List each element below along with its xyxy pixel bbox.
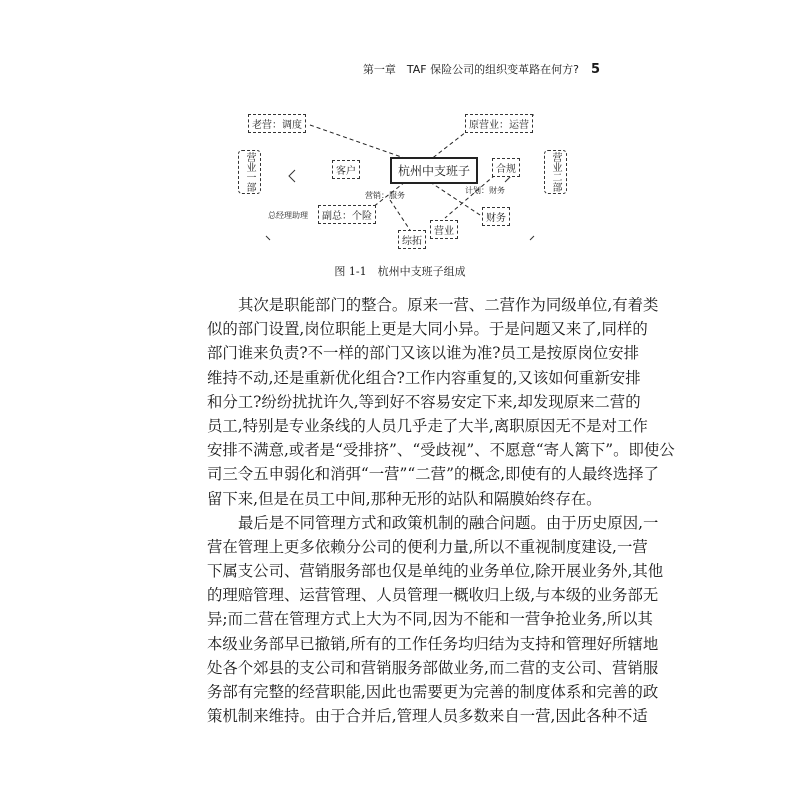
- text-line: 下属支公司、营销服务部也仅是单纯的业务单位,除开展业务外,其他: [207, 562, 664, 581]
- text-line: 安排不满意,或者是“受排挤”、“受歧视”、不愿意“寄人篱下”。即使公: [207, 441, 675, 460]
- node-bottom-right: 财务: [482, 207, 510, 226]
- org-diagram: [230, 100, 570, 260]
- edge-label-right: 计划：财务: [465, 186, 505, 195]
- node-top-right: 原营业：运营: [465, 114, 533, 133]
- text-line: 其次是职能部门的整合。原来一营、二营作为同级单位,有着类: [238, 296, 659, 314]
- paragraph: [207, 293, 675, 511]
- text-line: 的理赔管理、运营管理、人员管理一概收归上级,与本级的业务部无: [207, 586, 659, 605]
- text-line: 营在管理上更多依赖分公司的便利力量,所以不重视制度建设,一营: [207, 537, 648, 556]
- chapter-title: 第一章 TAF 保险公司的组织变革路在何方?: [362, 63, 579, 76]
- node-top-left: 老营：调度: [248, 114, 306, 133]
- figure-caption: 图 1-1 杭州中支班子组成: [334, 265, 466, 278]
- text-line: 策机制来维持。由于合并后,管理人员多数来自一营,因此各种不适: [207, 707, 648, 726]
- node-bottom-center: 综拓: [398, 230, 426, 249]
- text-line: 维持不动,还是重新优化组合?工作内容重复的,又该如何重新安排: [207, 368, 641, 387]
- node-right: 合规: [492, 158, 520, 177]
- node-right-vertical: 营业二部: [544, 150, 567, 194]
- node-bottom-left: 副总：个险: [318, 205, 376, 224]
- text-line: 异;而二营在管理方式上大为不同,因为不能和一营争抢业务,所以其: [207, 610, 653, 629]
- running-header: [360, 61, 600, 77]
- node-left-vertical: 营业一部: [238, 150, 261, 194]
- node-bottom-middle: 营业: [430, 220, 458, 239]
- text-line: 员工,特别是专业条线的人员几乎走了大半,离职原因无不是对工作: [207, 416, 648, 435]
- text-line: 司三令五申弱化和消弭“一营”“二营”的概念,即使有的人最终选择了: [207, 465, 659, 484]
- text-line: 和分工?纷纷扰扰许久,等到好不容易安定下来,却发现原来二营的: [207, 392, 641, 411]
- text-line: 似的部门设置,岗位职能上更是大同小异。于是问题又来了,同样的: [207, 320, 648, 339]
- node-left: 客户: [332, 160, 360, 179]
- text-line: 部门谁来负责?不一样的部门又该以谁为准?员工是按原岗位安排: [207, 344, 640, 363]
- bottom-left-note: 总经理助理: [268, 211, 308, 220]
- page-number: 5: [590, 62, 600, 77]
- body-text: [207, 293, 675, 728]
- paragraph: [207, 511, 664, 729]
- edge-label-left: 营销：服务: [365, 191, 405, 200]
- text-line: 最后是不同管理方式和政策机制的融合问题。由于历史原因,一: [238, 513, 659, 532]
- text-line: 本级业务部早已撤销,所有的工作任务均归结为支持和管理好所辖地: [207, 634, 659, 653]
- text-line: 处各个郊县的支公司和营销服务部做业务,而二营的支公司、营销服: [207, 658, 659, 677]
- node-center: 杭州中支班子: [390, 157, 478, 184]
- text-line: 留下来,但是在员工中间,那种无形的站队和隔膜始终存在。: [207, 489, 602, 508]
- text-line: 务部有完整的经营职能,因此也需要更为完善的制度体系和完善的政: [207, 683, 659, 701]
